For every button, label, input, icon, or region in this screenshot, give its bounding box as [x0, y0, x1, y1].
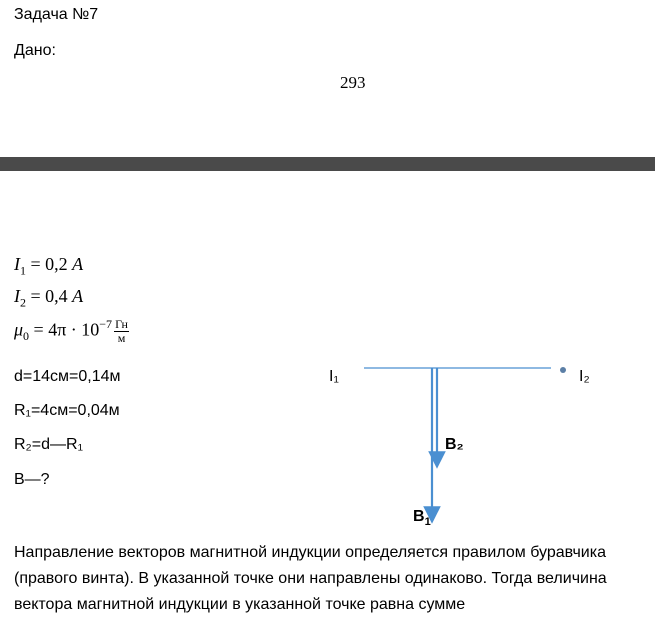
label-b1-letter: B: [413, 508, 425, 525]
explanation-paragraph: Направление векторов магнитной индукции определяется правилом буравчика (правого винта). В указанной точке они направлены одинаково. Тогда величина вектора магнитной индукции в указанной точке равна сумме: [14, 544, 607, 613]
given-r2: R₂=d—R₁: [14, 436, 83, 453]
i2-var: I: [14, 286, 20, 306]
i1-unit: A: [72, 254, 84, 274]
label-i1: I₁: [329, 368, 339, 385]
label-b2: B₂: [445, 436, 464, 453]
label-i2: I₂: [579, 368, 590, 385]
given-d: d=14см=0,14м: [14, 368, 121, 385]
label-b1-sub: 1: [424, 516, 431, 529]
i2-sub: 2: [20, 295, 26, 310]
mu0-var: μ: [14, 319, 24, 340]
mu0-rhs: = 4π · 10: [29, 319, 100, 340]
current-i2-point: [560, 367, 566, 373]
i1-rhs: = 0,2: [26, 254, 73, 274]
i1-sub: 1: [20, 263, 26, 278]
mu0-frac-num: Гн: [115, 317, 128, 331]
i2-rhs: = 0,4: [26, 286, 73, 306]
given-heading: Дано:: [14, 42, 56, 59]
mu0-exp: −7: [99, 316, 113, 331]
i2-unit: A: [72, 286, 84, 306]
i1-var: I: [14, 254, 20, 274]
mu0-frac-den: м: [117, 331, 126, 345]
given-r1: R₁=4см=0,04м: [14, 402, 120, 419]
label-b1: [413, 508, 431, 528]
page-number: 293: [340, 73, 366, 92]
find-b: B—?: [14, 471, 50, 488]
task-title: Задача №7: [14, 6, 99, 23]
mu0-sub: 0: [23, 329, 30, 344]
